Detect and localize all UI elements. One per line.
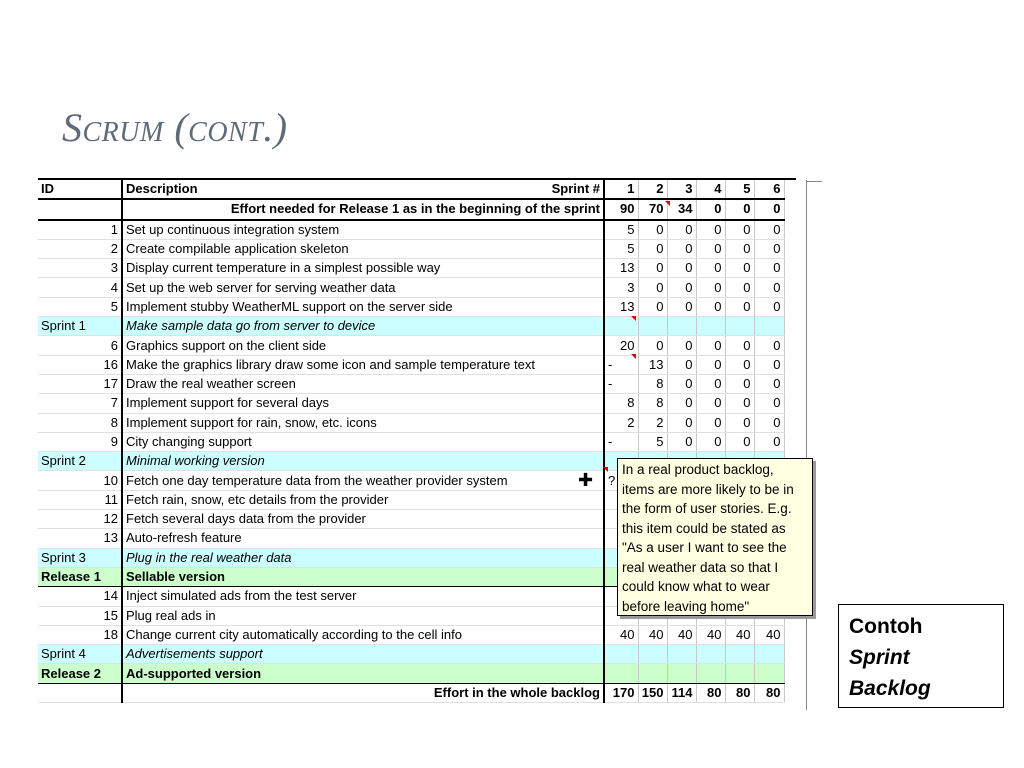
comment-line: In a real product backlog, xyxy=(622,462,774,477)
row-id-cell[interactable]: 4 xyxy=(38,278,122,297)
row-sprint-value-cell[interactable]: 0 xyxy=(696,297,725,316)
row-sprint-value-cell[interactable]: 13 xyxy=(638,355,667,374)
row-sprint-value-cell[interactable]: 0 xyxy=(667,336,696,355)
row-description-cell[interactable]: Graphics support on the client side xyxy=(122,336,604,355)
effort-value[interactable]: 0 xyxy=(696,199,725,219)
row-sprint-value-cell[interactable]: 3 xyxy=(604,278,638,297)
row-id-cell[interactable]: 3 xyxy=(38,259,122,278)
row-sprint-value-cell[interactable]: 0 xyxy=(638,336,667,355)
row-description-cell[interactable]: Implement stubby WeatherML support on the server side xyxy=(122,297,604,316)
row-sprint-value-cell[interactable] xyxy=(667,645,696,664)
row-sprint-value-cell[interactable]: 0 xyxy=(696,394,725,413)
header-col-1[interactable]: 1 xyxy=(604,180,638,199)
row-sprint-value-cell[interactable]: 0 xyxy=(725,297,754,316)
effort-value[interactable]: 34 xyxy=(667,199,696,219)
row-sprint-value-cell[interactable]: 5 xyxy=(604,239,638,258)
effort-value[interactable]: 0 xyxy=(725,199,754,219)
row-id-cell[interactable]: Sprint 4 xyxy=(38,645,122,664)
slide-title: Scrum (cont.) xyxy=(62,105,288,150)
row-description-cell[interactable]: Fetch rain, snow, etc details from the provider xyxy=(122,490,604,509)
row-sprint-value-cell[interactable]: 0 xyxy=(725,355,754,374)
row-sprint-value-cell[interactable]: 20 xyxy=(604,336,638,355)
row-sprint-value-cell[interactable]: 0 xyxy=(725,220,754,240)
row-description-cell[interactable]: Advertisements support xyxy=(122,645,604,664)
row-sprint-value-cell[interactable]: 0 xyxy=(667,220,696,240)
row-id-cell[interactable]: 12 xyxy=(38,510,122,529)
table-row xyxy=(38,374,784,393)
row-sprint-value-cell[interactable]: 0 xyxy=(696,374,725,393)
comment-line: items are more likely to be in xyxy=(622,481,794,497)
row-description-cell[interactable]: Draw the real weather screen xyxy=(122,374,604,393)
row-id-cell[interactable]: 13 xyxy=(38,529,122,548)
row-sprint-value-cell[interactable]: 2 xyxy=(638,413,667,432)
row-sprint-value-cell[interactable]: 40 xyxy=(604,625,638,644)
row-sprint-value-cell[interactable]: 0 xyxy=(754,432,784,451)
table-row xyxy=(38,432,784,451)
table-row xyxy=(38,336,784,355)
row-sprint-value-cell[interactable]: 0 xyxy=(754,220,784,240)
row-sprint-value-cell[interactable]: - xyxy=(604,355,638,374)
row-sprint-value-cell[interactable]: 0 xyxy=(667,413,696,432)
row-sprint-value-cell[interactable]: 8 xyxy=(638,394,667,413)
row-sprint-value-cell[interactable] xyxy=(696,645,725,664)
row-description-cell[interactable]: Auto-refresh feature xyxy=(122,529,604,548)
row-description-cell[interactable]: Implement support for several days xyxy=(122,394,604,413)
row-sprint-value-cell[interactable] xyxy=(667,317,696,336)
row-sprint-value-cell[interactable]: 0 xyxy=(754,374,784,393)
row-id-cell[interactable]: 9 xyxy=(38,432,122,451)
row-sprint-value-cell[interactable]: 0 xyxy=(638,239,667,258)
row-sprint-value-cell[interactable]: 0 xyxy=(754,355,784,374)
caption-line-1: Contoh xyxy=(849,615,923,638)
header-col-6[interactable]: 6 xyxy=(754,180,784,199)
row-sprint-value-cell[interactable]: 0 xyxy=(667,297,696,316)
row-id-cell[interactable]: 6 xyxy=(38,336,122,355)
table-row xyxy=(38,297,784,316)
header-col-5[interactable]: 5 xyxy=(725,180,754,199)
row-sprint-value-cell[interactable] xyxy=(696,317,725,336)
row-sprint-value-cell[interactable]: 0 xyxy=(696,355,725,374)
row-sprint-value-cell[interactable] xyxy=(667,664,696,683)
row-sprint-value-cell[interactable]: - xyxy=(604,432,638,451)
table-row xyxy=(38,625,784,644)
row-sprint-value-cell[interactable]: 0 xyxy=(696,413,725,432)
header-row xyxy=(38,180,784,199)
row-sprint-value-cell[interactable]: 0 xyxy=(638,278,667,297)
row-sprint-value-cell[interactable] xyxy=(754,645,784,664)
total-value[interactable]: 80 xyxy=(725,683,754,702)
caption-box xyxy=(838,604,1004,708)
row-description-cell[interactable]: Sellable version xyxy=(122,567,604,586)
row-id-cell[interactable]: Sprint 3 xyxy=(38,548,122,567)
caption-line-2: Sprint xyxy=(849,646,910,669)
effort-value[interactable]: 90 xyxy=(604,199,638,219)
row-sprint-value-cell[interactable]: 0 xyxy=(754,336,784,355)
row-id-cell[interactable]: 14 xyxy=(38,587,122,606)
row-sprint-value-cell[interactable]: 0 xyxy=(725,374,754,393)
row-sprint-value-cell[interactable] xyxy=(725,317,754,336)
row-sprint-value-cell[interactable]: 13 xyxy=(604,297,638,316)
row-description-cell[interactable]: Fetch one day temperature data from the weather provider system xyxy=(122,471,604,490)
row-sprint-value-cell[interactable]: 0 xyxy=(754,394,784,413)
comment-line: before leaving home" xyxy=(622,598,750,614)
row-id-cell[interactable]: 10 xyxy=(38,471,122,490)
row-sprint-value-cell[interactable] xyxy=(696,664,725,683)
row-id-cell[interactable]: Release 1 xyxy=(38,567,122,586)
row-description-cell[interactable]: Change current city automatically according to the cell info xyxy=(122,625,604,644)
row-sprint-value-cell[interactable] xyxy=(638,645,667,664)
row-sprint-value-cell[interactable]: 0 xyxy=(696,239,725,258)
table-row xyxy=(38,239,784,258)
total-value[interactable]: 80 xyxy=(696,683,725,702)
row-description-cell[interactable]: Set up the web server for serving weather data xyxy=(122,278,604,297)
row-sprint-value-cell[interactable]: 40 xyxy=(667,625,696,644)
row-description-cell[interactable]: Make sample data go from server to device xyxy=(122,317,604,336)
row-sprint-value-cell[interactable]: 0 xyxy=(696,432,725,451)
comment-line: real weather data so that I xyxy=(622,559,779,575)
total-value[interactable]: 80 xyxy=(754,683,784,702)
row-id-cell[interactable]: 16 xyxy=(38,355,122,374)
row-sprint-value-cell[interactable]: 40 xyxy=(638,625,667,644)
row-id-cell[interactable]: 7 xyxy=(38,394,122,413)
row-sprint-value-cell[interactable]: 5 xyxy=(604,220,638,240)
effort-value[interactable]: 70 xyxy=(638,199,667,219)
total-value[interactable]: 150 xyxy=(638,683,667,702)
row-sprint-value-cell[interactable]: 0 xyxy=(754,239,784,258)
total-id-cell[interactable] xyxy=(38,683,122,702)
comment-line: "As a user I want to see the xyxy=(622,540,787,555)
row-sprint-value-cell[interactable]: 0 xyxy=(638,220,667,240)
row-sprint-value-cell[interactable] xyxy=(725,664,754,683)
row-sprint-value-cell[interactable]: 0 xyxy=(667,355,696,374)
row-sprint-value-cell[interactable]: 0 xyxy=(667,239,696,258)
row-sprint-value-cell[interactable]: 8 xyxy=(604,394,638,413)
row-id-cell[interactable]: 8 xyxy=(38,413,122,432)
row-description-cell[interactable]: Inject simulated ads from the test server xyxy=(122,587,604,606)
row-sprint-value-cell[interactable]: 0 xyxy=(696,278,725,297)
row-sprint-value-cell[interactable]: 0 xyxy=(638,297,667,316)
total-value[interactable]: 114 xyxy=(667,683,696,702)
table-row xyxy=(38,259,784,278)
row-id-cell[interactable]: 15 xyxy=(38,606,122,625)
row-sprint-value-cell[interactable]: 0 xyxy=(725,278,754,297)
row-sprint-value-cell[interactable]: 0 xyxy=(725,413,754,432)
row-description-cell[interactable]: Make the graphics library draw some icon and sample temperature text xyxy=(122,355,604,374)
row-sprint-value-cell[interactable]: 0 xyxy=(696,336,725,355)
row-id-cell[interactable]: Release 2 xyxy=(38,664,122,683)
total-label[interactable]: Effort in the whole backlog xyxy=(122,683,604,702)
row-id-cell[interactable]: 5 xyxy=(38,297,122,316)
row-description-cell[interactable]: Ad-supported version xyxy=(122,664,604,683)
row-description-cell[interactable]: Plug real ads in xyxy=(122,606,604,625)
row-sprint-value-cell[interactable] xyxy=(604,664,638,683)
sheet-right-divider xyxy=(806,180,807,710)
total-value[interactable]: 170 xyxy=(604,683,638,702)
row-description-cell[interactable]: Minimal working version xyxy=(122,452,604,471)
table-row xyxy=(38,355,784,374)
comment-indicator-icon[interactable] xyxy=(665,201,670,206)
sprint-row xyxy=(38,645,784,664)
row-sprint-value-cell[interactable]: 40 xyxy=(696,625,725,644)
row-id-cell[interactable]: 11 xyxy=(38,490,122,509)
row-sprint-value-cell[interactable]: 0 xyxy=(754,297,784,316)
row-sprint-value-cell[interactable] xyxy=(638,317,667,336)
row-sprint-value-cell[interactable] xyxy=(604,645,638,664)
header-col-2[interactable]: 2 xyxy=(638,180,667,199)
comment-indicator-icon[interactable] xyxy=(603,467,608,472)
row-sprint-value-cell[interactable]: 0 xyxy=(754,413,784,432)
row-sprint-value-cell[interactable]: 0 xyxy=(725,432,754,451)
header-sprint-label: Sprint # xyxy=(551,181,600,197)
row-sprint-value-cell[interactable]: 0 xyxy=(696,259,725,278)
row-sprint-value-cell[interactable]: 40 xyxy=(725,625,754,644)
row-sprint-value-cell[interactable]: ? xyxy=(604,471,638,490)
row-sprint-value-cell[interactable]: 0 xyxy=(667,259,696,278)
comment-line: could know what to wear xyxy=(622,579,770,594)
effort-value[interactable]: 0 xyxy=(754,199,784,219)
row-sprint-value-cell[interactable]: 2 xyxy=(604,413,638,432)
total-row xyxy=(38,683,784,702)
row-description-cell[interactable]: Plug in the real weather data xyxy=(122,548,604,567)
row-sprint-value-cell[interactable]: 40 xyxy=(754,625,784,644)
cell-select-cross-icon: ✚ xyxy=(578,470,594,490)
comment-line: the form of user stories. E.g. xyxy=(622,501,792,516)
row-description-cell[interactable]: Display current temperature in a simplest possible way xyxy=(122,259,604,278)
comment-text xyxy=(622,460,808,616)
backlog-table xyxy=(38,180,785,703)
table-row xyxy=(38,394,784,413)
effort-row xyxy=(38,199,784,219)
row-sprint-value-cell[interactable]: 8 xyxy=(638,374,667,393)
row-description-cell[interactable]: Fetch several days data from the provider xyxy=(122,510,604,529)
header-id[interactable]: ID xyxy=(38,180,122,199)
row-sprint-value-cell[interactable]: 0 xyxy=(754,259,784,278)
row-sprint-value-cell[interactable]: 0 xyxy=(725,336,754,355)
row-sprint-value-cell[interactable]: 0 xyxy=(725,239,754,258)
row-sprint-value-cell[interactable] xyxy=(725,645,754,664)
table-row xyxy=(38,220,784,240)
row-id-cell[interactable]: 1 xyxy=(38,220,122,240)
comment-indicator-icon[interactable] xyxy=(631,316,636,321)
sprint-backlog-sheet xyxy=(38,180,785,703)
row-sprint-value-cell[interactable] xyxy=(638,664,667,683)
row-sprint-value-cell[interactable]: 0 xyxy=(754,278,784,297)
row-sprint-value-cell[interactable]: 13 xyxy=(604,259,638,278)
row-id-cell[interactable]: 2 xyxy=(38,239,122,258)
comment-line: this item could be stated as xyxy=(622,520,786,536)
effort-id-cell[interactable] xyxy=(38,199,122,219)
row-sprint-value-cell[interactable]: 5 xyxy=(638,432,667,451)
row-sprint-value-cell[interactable]: 0 xyxy=(667,278,696,297)
effort-label[interactable]: Effort needed for Release 1 as in the beginning of the sprint xyxy=(122,199,604,219)
sheet-right-tick xyxy=(806,181,822,182)
row-sprint-value-cell[interactable]: 0 xyxy=(638,259,667,278)
sprint-row xyxy=(38,317,784,336)
header-col-4[interactable]: 4 xyxy=(696,180,725,199)
row-sprint-value-cell[interactable]: 0 xyxy=(667,432,696,451)
row-description-cell[interactable]: Set up continuous integration system xyxy=(122,220,604,240)
table-row xyxy=(38,278,784,297)
row-sprint-value-cell[interactable]: - xyxy=(604,374,638,393)
row-id-cell[interactable]: 17 xyxy=(38,374,122,393)
row-description-cell[interactable]: City changing support xyxy=(122,432,604,451)
row-sprint-value-cell[interactable]: 0 xyxy=(725,259,754,278)
release-row xyxy=(38,664,784,683)
caption-line-3: Backlog xyxy=(849,677,931,700)
row-sprint-value-cell[interactable] xyxy=(754,664,784,683)
row-sprint-value-cell[interactable]: 0 xyxy=(667,394,696,413)
row-description-cell[interactable]: Create compilable application skeleton xyxy=(122,239,604,258)
row-sprint-value-cell[interactable]: 0 xyxy=(725,394,754,413)
row-description-cell[interactable]: Implement support for rain, snow, etc. icons xyxy=(122,413,604,432)
table-row xyxy=(38,413,784,432)
row-id-cell[interactable]: Sprint 2 xyxy=(38,452,122,471)
row-sprint-value-cell[interactable]: 0 xyxy=(696,220,725,240)
row-id-cell[interactable]: Sprint 1 xyxy=(38,317,122,336)
row-sprint-value-cell[interactable]: 0 xyxy=(667,374,696,393)
header-description-label: Description xyxy=(126,181,198,197)
header-description[interactable] xyxy=(122,180,604,199)
header-col-3[interactable]: 3 xyxy=(667,180,696,199)
comment-indicator-icon[interactable] xyxy=(631,354,636,359)
cell-comment-popup xyxy=(617,458,813,616)
row-id-cell[interactable]: 18 xyxy=(38,625,122,644)
row-sprint-value-cell[interactable] xyxy=(754,317,784,336)
